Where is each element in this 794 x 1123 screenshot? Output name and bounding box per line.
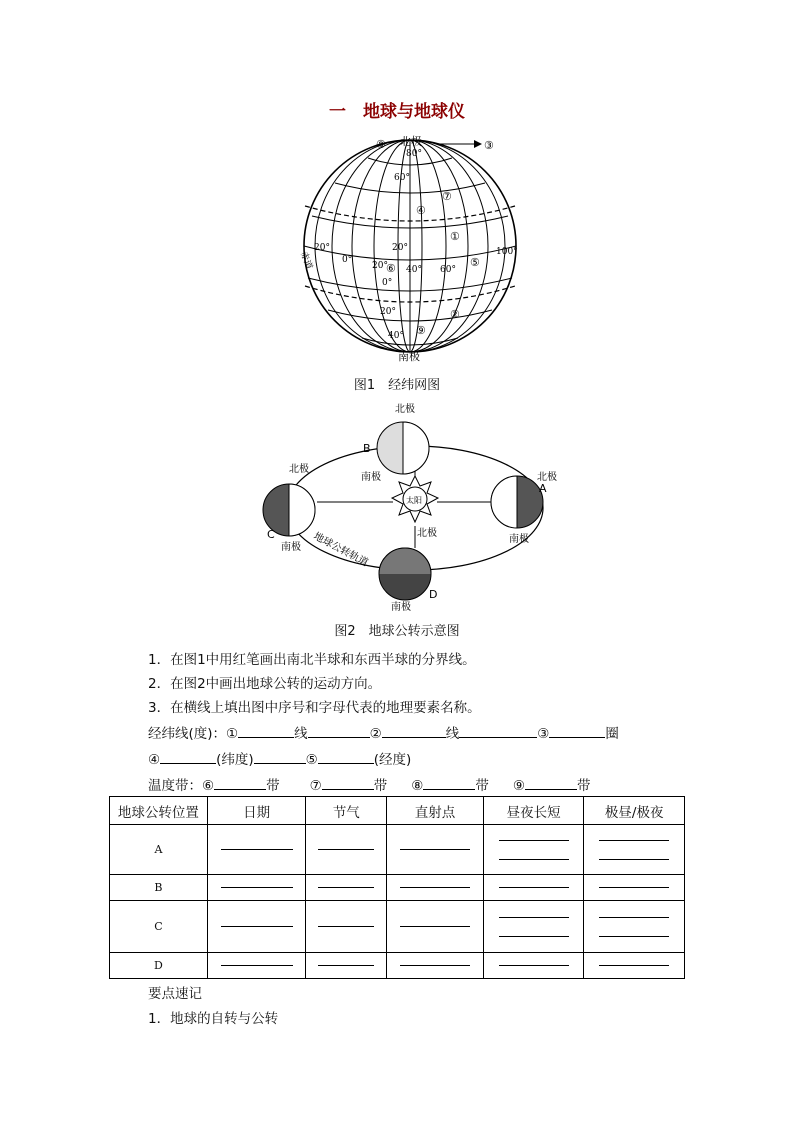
- blank-4[interactable]: [160, 749, 216, 764]
- revolution-figure: [255, 398, 575, 618]
- marker-6: ⑥: [386, 262, 396, 275]
- degree-20-c: 20°: [372, 261, 388, 271]
- south-label-b: 南极: [361, 472, 381, 483]
- answer-cell[interactable]: [483, 825, 584, 875]
- orbit-label: 地球公转轨道: [311, 530, 370, 569]
- degree-0-a: 0°: [342, 255, 353, 265]
- fill-marker: ⑧: [411, 778, 424, 794]
- fill-marker: ③: [537, 726, 550, 742]
- south-label-a: 南极: [509, 534, 529, 545]
- degree-80: 80°: [406, 149, 422, 159]
- table-header: 地球公转位置: [110, 797, 208, 825]
- marker-3-pointer: [440, 132, 500, 156]
- fill-marker: ④: [148, 752, 161, 768]
- south-label-c: 南极: [281, 542, 301, 553]
- fill-word: (纬度): [216, 752, 254, 768]
- north-pole-label: 北极: [400, 135, 422, 148]
- blank-1[interactable]: [238, 723, 294, 738]
- fill-label: 经纬线(度)：①: [148, 726, 239, 742]
- degree-40: 40°: [406, 265, 422, 275]
- instruction-2: 2．在图2中画出地球公转的运动方向。: [148, 676, 382, 692]
- fill-row-coordinates: [148, 748, 411, 768]
- blank-2b[interactable]: [459, 723, 537, 738]
- fill-row-graticule: [148, 722, 619, 742]
- table-header: 日期: [207, 797, 306, 825]
- blank-3[interactable]: [549, 723, 605, 738]
- point-c: C: [267, 528, 275, 541]
- degree-20-a: 20°: [314, 243, 330, 253]
- fill-word: 线: [294, 726, 308, 742]
- table-row: [110, 875, 685, 901]
- answer-cell[interactable]: [584, 953, 685, 979]
- answer-cell[interactable]: [483, 875, 584, 901]
- point-a: A: [539, 482, 547, 495]
- point-b: B: [363, 442, 371, 455]
- graticule-figure: [290, 128, 530, 368]
- row-label: B: [110, 875, 208, 901]
- fill-marker: ⑤: [305, 752, 318, 768]
- answer-cell[interactable]: [207, 953, 306, 979]
- answer-cell[interactable]: [207, 901, 306, 953]
- degree-20-b: 20°: [392, 243, 408, 253]
- row-label: D: [110, 953, 208, 979]
- key-point-1: 1．地球的自转与公转: [148, 1011, 279, 1027]
- table-row: [110, 953, 685, 979]
- table-header: 昼夜长短: [483, 797, 584, 825]
- degree-40-b: 40°: [388, 331, 404, 341]
- answer-cell[interactable]: [387, 825, 484, 875]
- answer-cell[interactable]: [207, 875, 306, 901]
- fill-word: 带: [266, 778, 280, 794]
- degree-60-b: 60°: [440, 265, 456, 275]
- fill-word: 线: [445, 726, 460, 742]
- blank-5[interactable]: [318, 749, 374, 764]
- side-label: 赤道: [297, 250, 314, 271]
- answer-cell[interactable]: [483, 953, 584, 979]
- answer-cell[interactable]: [483, 901, 584, 953]
- fill-word: (经度): [373, 752, 412, 768]
- fill-marker: ②: [369, 726, 382, 742]
- sun-label: 太阳: [406, 496, 422, 505]
- blank-8[interactable]: [423, 775, 475, 790]
- degree-100: 100°: [496, 247, 518, 257]
- fill-row-temperature-zones: [148, 774, 590, 794]
- table-header: 直射点: [387, 797, 484, 825]
- marker-3: ③: [484, 139, 494, 152]
- blank-9[interactable]: [525, 775, 577, 790]
- instruction-3: 3．在横线上填出图中序号和字母代表的地理要素名称。: [148, 700, 481, 716]
- answer-cell[interactable]: [306, 901, 387, 953]
- page-title: 一 地球与地球仪: [329, 102, 465, 122]
- degree-0-b: 0°: [382, 278, 393, 288]
- blank-1b[interactable]: [308, 723, 370, 738]
- answer-cell[interactable]: [584, 825, 685, 875]
- marker-4: ④: [416, 204, 426, 217]
- answer-cell[interactable]: [584, 875, 685, 901]
- table-header: 极昼/极夜: [584, 797, 685, 825]
- degree-20-d: 20°: [380, 307, 396, 317]
- table-row: [110, 901, 685, 953]
- answer-cell[interactable]: [584, 901, 685, 953]
- fill-word: 带: [373, 778, 388, 794]
- marker-9: ⑨: [416, 324, 426, 337]
- figure-1-caption: 图1 经纬网图: [353, 378, 441, 393]
- south-label-d: 南极: [391, 602, 411, 613]
- answer-cell[interactable]: [306, 825, 387, 875]
- blank-7[interactable]: [322, 775, 374, 790]
- answer-cell[interactable]: [387, 901, 484, 953]
- blank-6[interactable]: [214, 775, 266, 790]
- section-heading: 要点速记: [148, 986, 202, 1002]
- blank-4b[interactable]: [254, 749, 306, 764]
- fill-label: 温度带：⑥: [148, 778, 215, 794]
- table-row: [110, 825, 685, 875]
- fill-marker: ⑨: [512, 778, 525, 794]
- marker-1: ①: [450, 230, 460, 243]
- south-pole-label: 南极: [398, 350, 420, 363]
- answer-cell[interactable]: [306, 953, 387, 979]
- revolution-table: [109, 796, 685, 979]
- marker-7: ⑦: [442, 190, 452, 203]
- degree-60: 60°: [394, 173, 410, 183]
- answer-cell[interactable]: [207, 825, 306, 875]
- fill-word: 带: [475, 778, 489, 794]
- fill-word: 圈: [605, 726, 619, 742]
- marker-8: ⑧: [376, 138, 386, 151]
- marker-5: ⑤: [470, 256, 480, 269]
- row-label: A: [110, 825, 208, 875]
- fill-marker: ⑦: [309, 778, 322, 794]
- table-header-row: [110, 797, 685, 825]
- row-label: C: [110, 901, 208, 953]
- north-label-d: 北极: [417, 528, 437, 539]
- point-d: D: [429, 588, 438, 601]
- north-label-a: 北极: [537, 472, 557, 483]
- north-label-b: 北极: [395, 404, 415, 415]
- north-label-c: 北极: [289, 464, 309, 475]
- instruction-1: 1．在图1中用红笔画出南北半球和东西半球的分界线。: [148, 652, 476, 668]
- figure-2-caption: 图2 地球公转示意图: [334, 624, 460, 639]
- blank-2[interactable]: [382, 723, 446, 738]
- answer-cell[interactable]: [387, 875, 484, 901]
- table-header: 节气: [306, 797, 387, 825]
- answer-cell[interactable]: [387, 953, 484, 979]
- fill-word: 带: [576, 778, 591, 794]
- marker-2: ②: [450, 308, 460, 321]
- answer-cell[interactable]: [306, 875, 387, 901]
